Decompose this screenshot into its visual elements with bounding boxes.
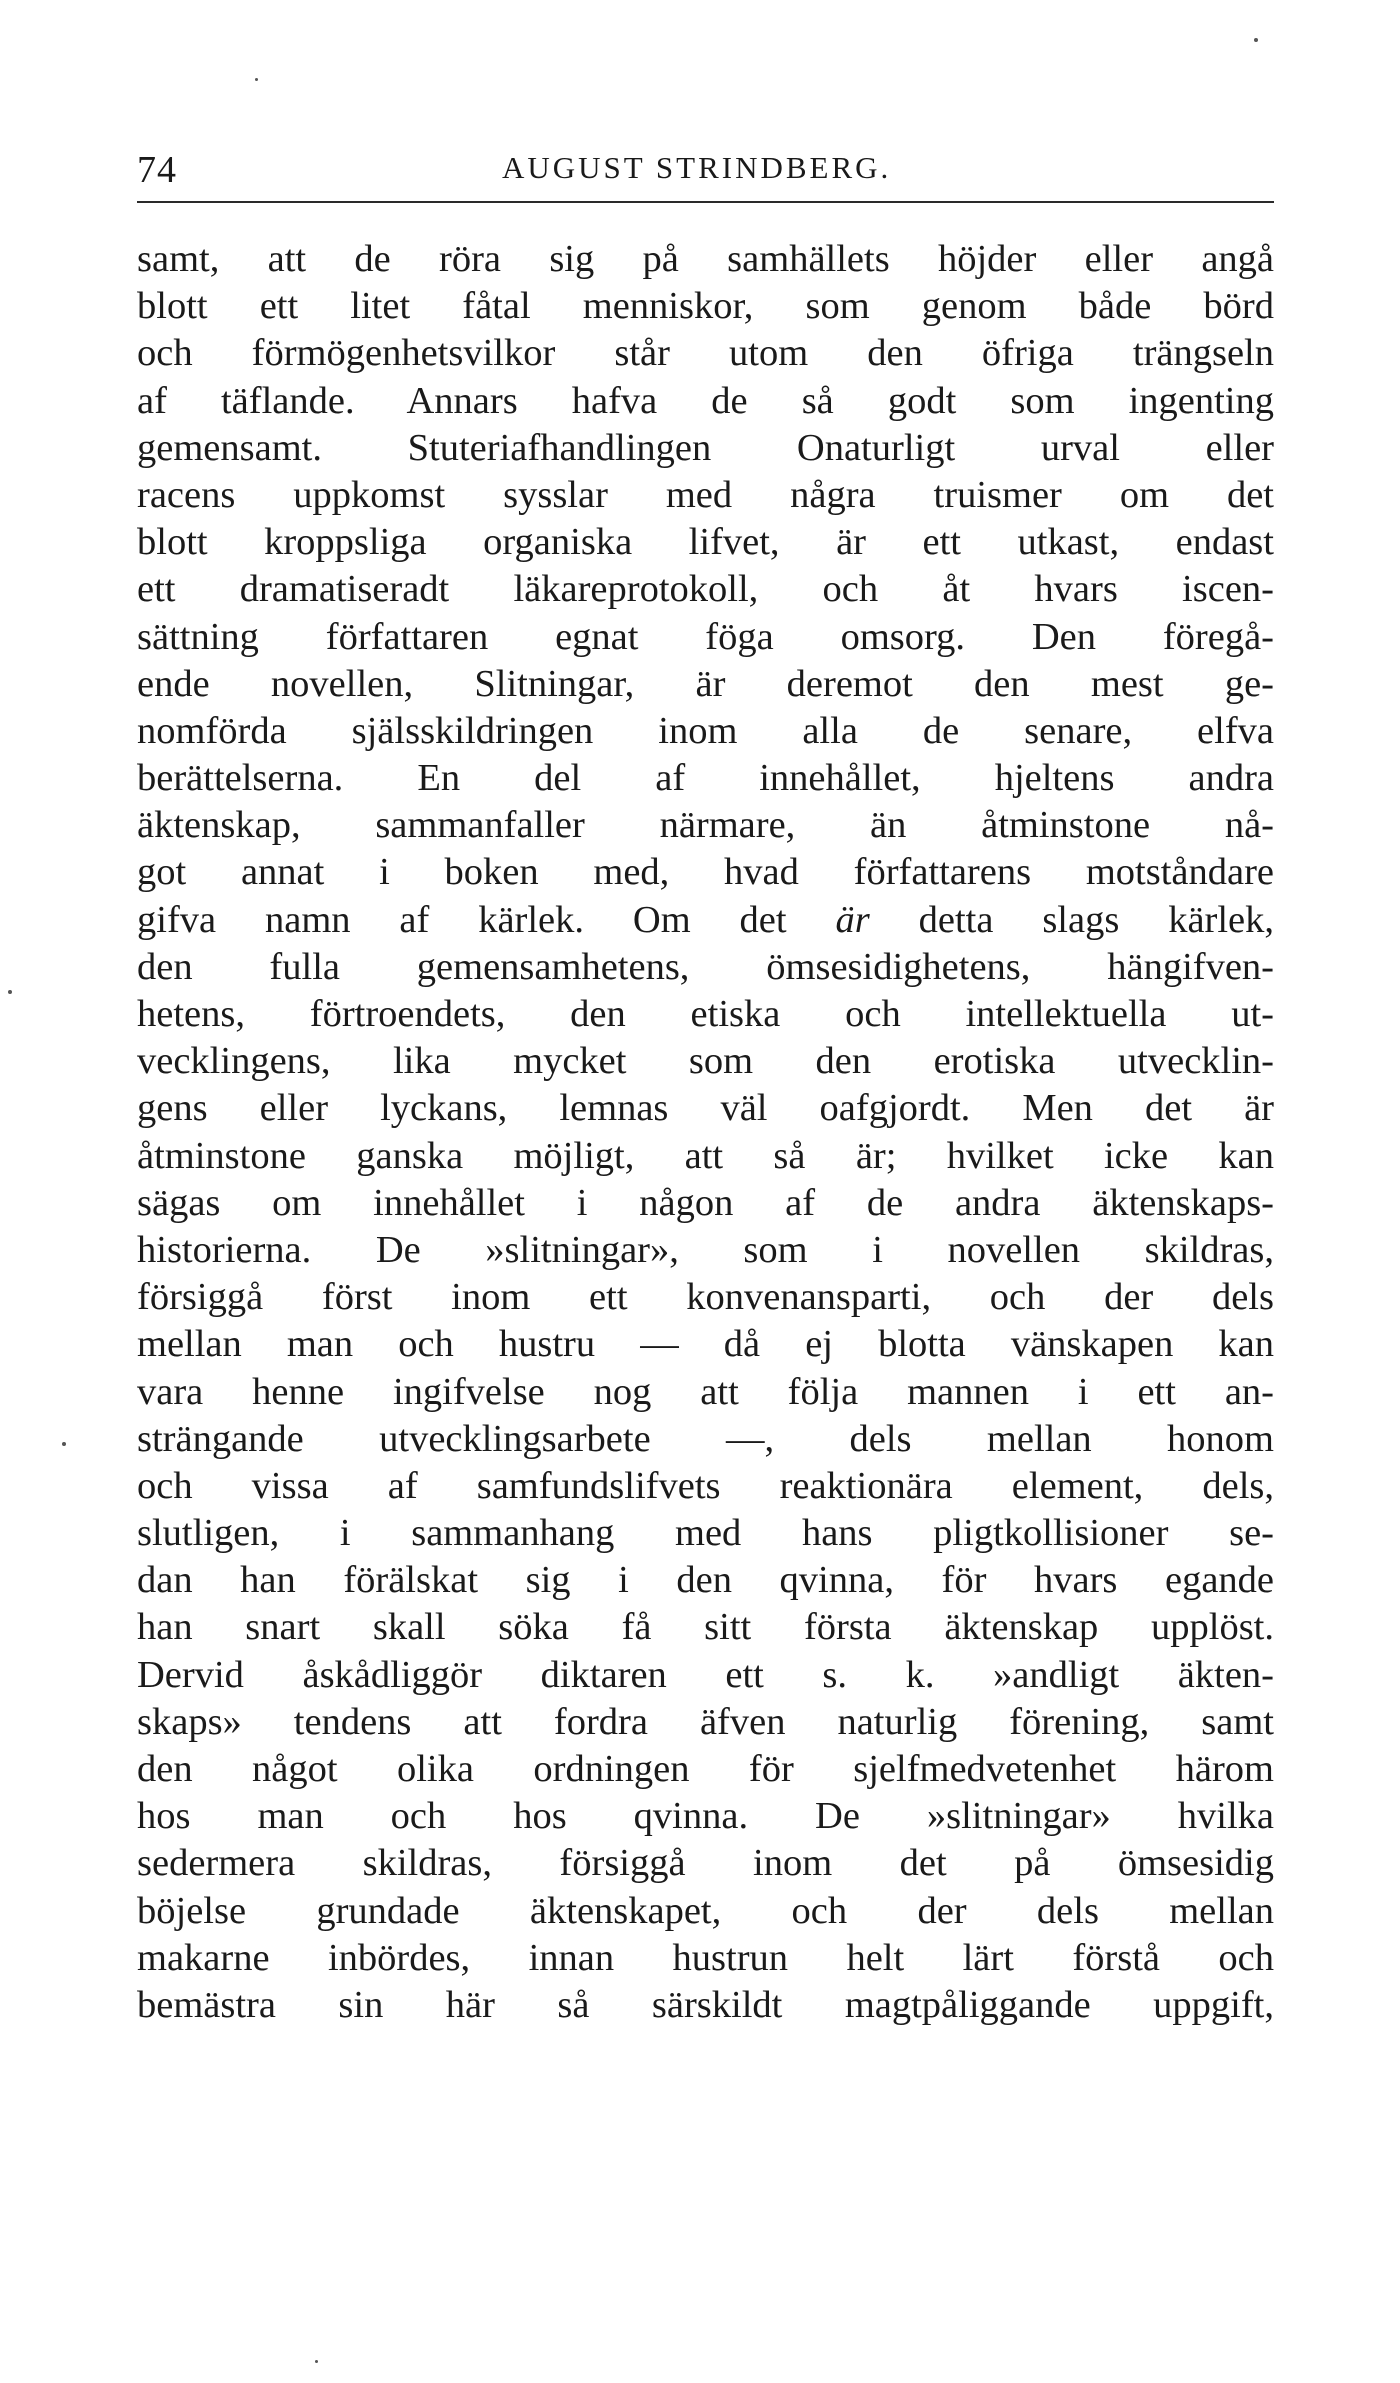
text-line: nomförda själsskildringen inom alla de senare, elfva xyxy=(137,709,1274,752)
running-head xyxy=(137,138,1274,194)
text-line: ende novellen, Slitningar, är deremot den mest ge- xyxy=(137,662,1274,705)
text-line: ett dramatiseradt läkareprotokoll, och åt hvars iscen- xyxy=(137,568,1274,611)
text-line: sättning författaren egnat föga omsorg. Den föregå- xyxy=(137,615,1274,658)
text-line: berättelserna. En del af innehållet, hjeltens andra xyxy=(137,757,1274,800)
text-line: blott ett litet fåtal menniskor, som genom både börd xyxy=(137,285,1274,328)
text-line: den något olika ordningen för sjelfmedvetenhet härom xyxy=(137,1748,1274,1790)
text-line: den fulla gemensamhetens, ömsesidighetens, hängifven- xyxy=(137,945,1274,988)
text-line: gemensamt. Stuteriafhandlingen Onaturligt urval eller xyxy=(137,426,1274,469)
text-line: blott kroppsliga organiska lifvet, är ett utkast, endast xyxy=(137,521,1274,564)
body-text xyxy=(137,236,1274,2029)
scan-speck xyxy=(255,78,258,81)
text-line: åtminstone ganska möjligt, att så är; hvilket icke kan xyxy=(137,1134,1274,1177)
text-line: böjelse grundade äktenskapet, och der dels mellan xyxy=(137,1889,1274,1932)
text-line: vecklingens, lika mycket som den erotiska utvecklin- xyxy=(137,1040,1274,1083)
text-line: racens uppkomst sysslar med några truismer om det xyxy=(137,473,1274,516)
text-line: äktenskap, sammanfaller närmare, än åtminstone nå- xyxy=(137,804,1274,847)
text-line: och förmögenhetsvilkor står utom den öfriga trängseln xyxy=(137,332,1274,375)
text-line: slutligen, i sammanhang med hans pligtkollisioner se- xyxy=(137,1512,1274,1555)
text-line: samt, att de röra sig på samhällets höjder eller angå xyxy=(137,238,1274,280)
text-line: Dervid åskådliggör diktaren ett s. k. »andligt äkten- xyxy=(137,1653,1274,1696)
scan-speck xyxy=(8,990,12,994)
line-tail: detta slags kärlek, xyxy=(918,898,1275,941)
text-line: gens eller lyckans, lemnas väl oafgjordt. Men det är xyxy=(137,1087,1274,1130)
italic-word: är xyxy=(835,898,870,941)
text-line-with-italic xyxy=(137,897,1274,944)
text-line: makarne inbördes, innan hustrun helt lärt förstå och xyxy=(137,1936,1274,1979)
text-line: han snart skall söka få sitt första äktenskap upplöst. xyxy=(137,1606,1274,1649)
text-line: försiggå först inom ett konvenansparti, och der dels xyxy=(137,1276,1274,1319)
text-line: historierna. De »slitningar», som i novellen skildras, xyxy=(137,1228,1274,1271)
line-head: gifva namn af kärlek. Om det xyxy=(137,898,787,941)
text-line: och vissa af samfundslifvets reaktionära element, dels, xyxy=(137,1464,1274,1507)
text-line: got annat i boken med, hvad författarens motståndare xyxy=(137,851,1274,894)
text-line: hos man och hos qvinna. De »slitningar» hvilka xyxy=(137,1795,1274,1838)
text-line: dan han förälskat sig i den qvinna, för hvars egande xyxy=(137,1559,1274,1602)
text-line: sedermera skildras, försiggå inom det på ömsesidig xyxy=(137,1842,1274,1885)
text-line: strängande utvecklingsarbete —, dels mellan honom xyxy=(137,1417,1274,1460)
text-line: af täflande. Annars hafva de så godt som ingenting xyxy=(137,379,1274,422)
text-line: skaps» tendens att fordra äfven naturlig förening, samt xyxy=(137,1700,1274,1743)
text-line: vara henne ingifvelse nog att följa mannen i ett an- xyxy=(137,1370,1274,1413)
scan-speck xyxy=(1254,38,1258,42)
scan-speck xyxy=(315,2360,318,2363)
scan-speck xyxy=(62,1442,66,1446)
running-title: AUGUST STRINDBERG. xyxy=(502,150,892,185)
text-line: bemästra sin här så särskildt magtpåliggande uppgift, xyxy=(137,1983,1274,2026)
text-line: mellan man och hustru — då ej blotta vänskapen kan xyxy=(137,1323,1274,1366)
text-line: hetens, förtroendets, den etiska och intellektuella ut- xyxy=(137,993,1274,1035)
text-line: sägas om innehållet i någon af de andra äktenskaps- xyxy=(137,1181,1274,1224)
header-rule xyxy=(137,201,1274,203)
page-number: 74 xyxy=(137,149,177,191)
